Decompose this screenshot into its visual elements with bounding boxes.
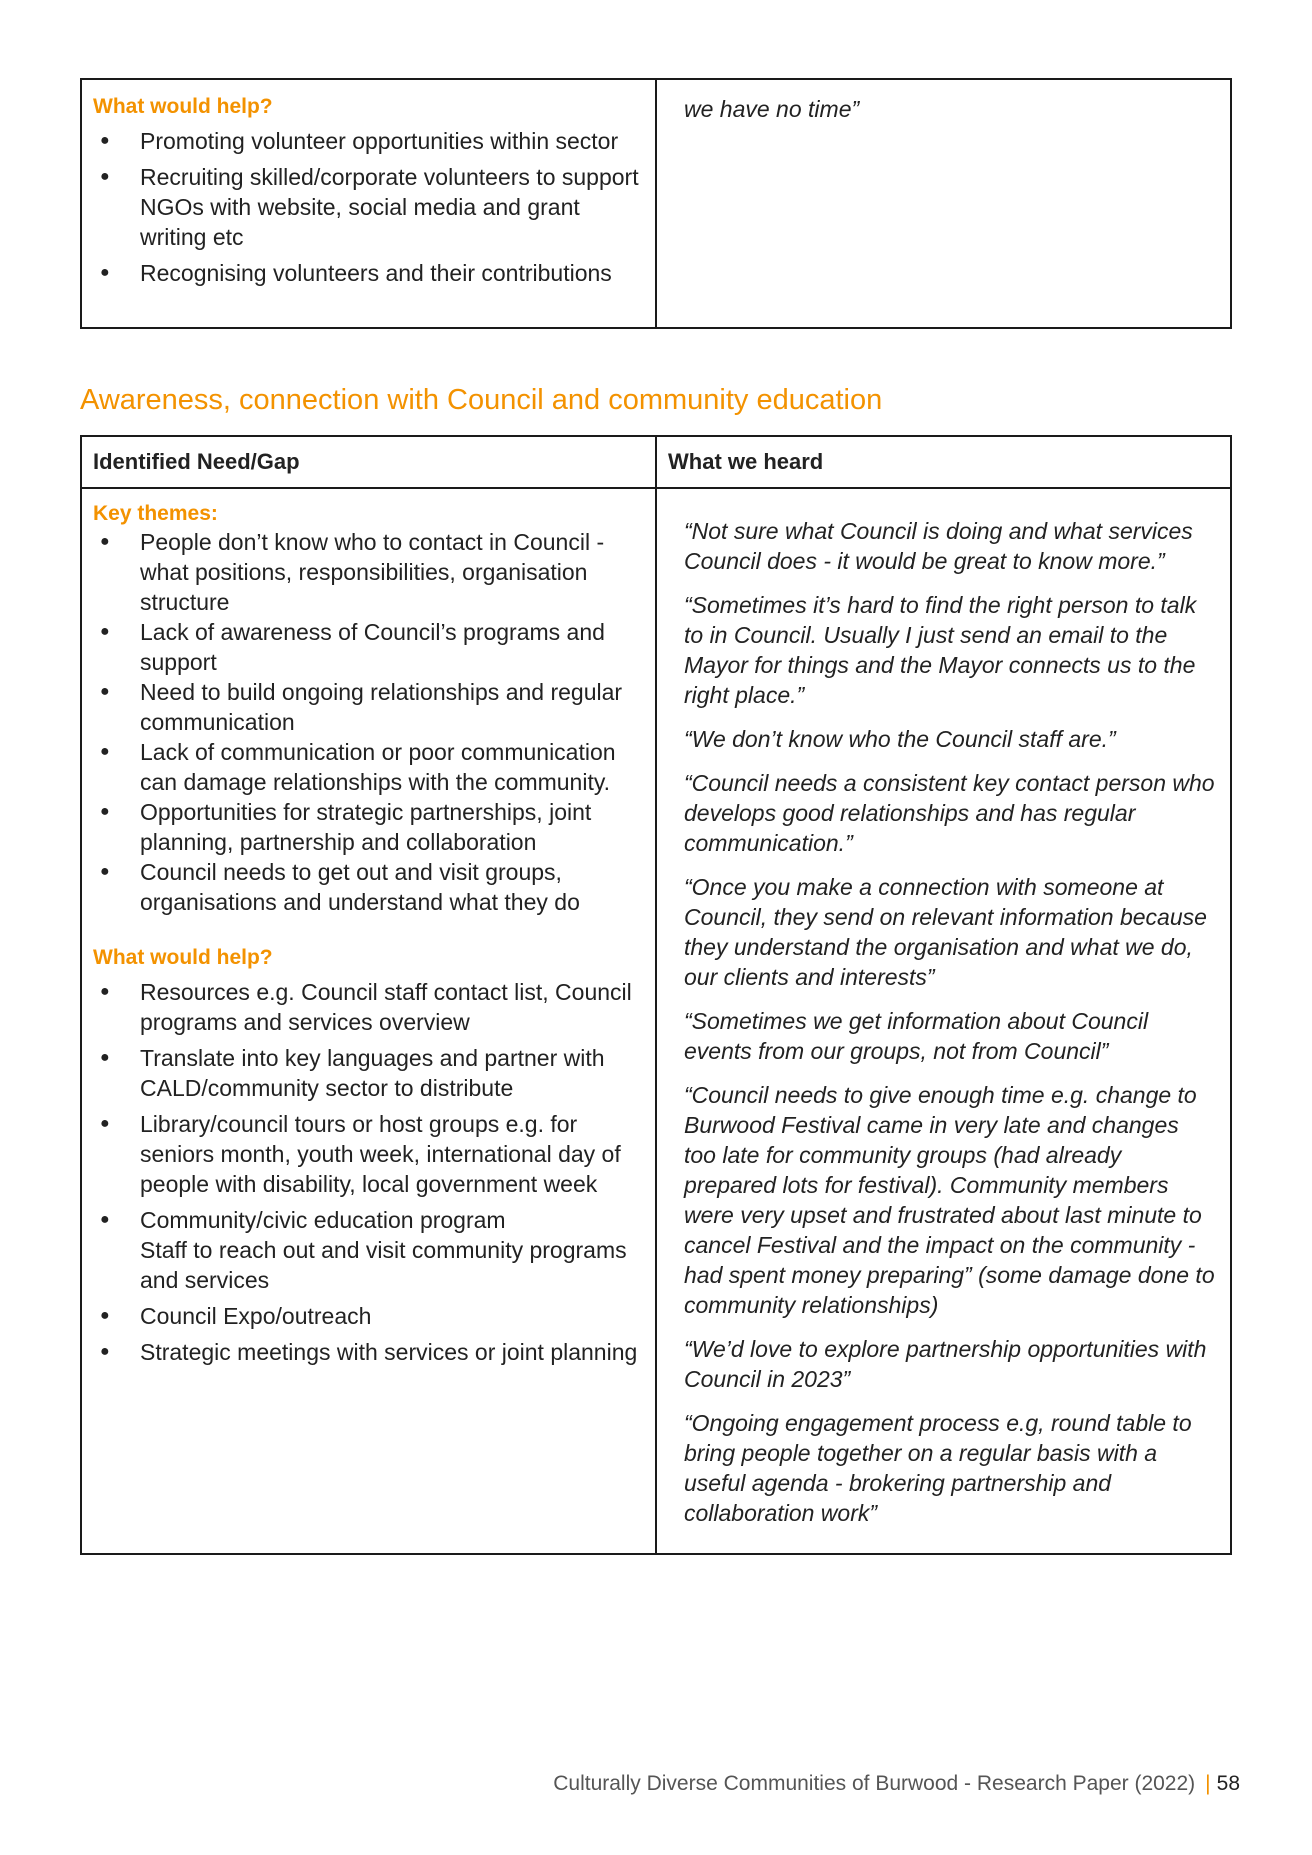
- list-item: ● Lack of awareness of Council’s programs and support: [93, 617, 643, 677]
- footer-title: Culturally Diverse Communities of Burwood - Research Paper (2022): [553, 1772, 1196, 1795]
- quote: “We’d love to explore partnership opportunities with Council in 2023”: [684, 1336, 1207, 1392]
- quote: “Ongoing engagement process e.g, round table to bring people together on a regular basis with a useful agenda - brokering partnership and collaboration work”: [684, 1410, 1192, 1526]
- list-item: ● Translate into key languages and partner with CALD/community sector to distribute: [93, 1043, 643, 1103]
- help-list: [93, 977, 643, 1367]
- quote: “Council needs a consistent key contact person who develops good relationships and has regular communication.”: [684, 770, 1215, 856]
- quote: we have no time”: [684, 96, 860, 122]
- list-item: ● Opportunities for strategic partnerships, joint planning, partnership and collaboration: [93, 797, 643, 857]
- quote: “Council needs to give enough time e.g. change to Burwood Festival came in very late and changes too late for community groups (had already prepared lots for festival). Community members were very upset and frustrated about last minute to cancel Festival and the impact on the community - had spent money preparing” (some damage done to community relationships): [684, 1082, 1215, 1318]
- column-header-heard: What we heard: [657, 437, 1230, 489]
- list-item: ● People don’t know who to contact in Council - what positions, responsibilities, organisation structure: [93, 527, 643, 617]
- list-item: ● Recruiting skilled/corporate volunteers to support NGOs with website, social media and grant writing etc: [93, 162, 643, 252]
- list-item: ● Resources e.g. Council staff contact list, Council programs and services overview: [93, 977, 643, 1037]
- section-heading: Awareness, connection with Council and community education: [80, 384, 883, 416]
- column-header-need: Identified Need/Gap: [82, 437, 657, 489]
- list-item: ● Council needs to get out and visit groups, organisations and understand what they do: [93, 857, 643, 917]
- quote: “Not sure what Council is doing and what services Council does - it would be great to know more.”: [684, 518, 1193, 574]
- what-would-help-label: What would help?: [93, 95, 273, 118]
- list-item: ● Community/civic education program Staff to reach out and visit community programs and services: [93, 1205, 643, 1295]
- quote: “Once you make a connection with someone at Council, they send on relevant information because they understand the organisation and what we do, our clients and interests”: [684, 874, 1207, 990]
- needs-table: [80, 435, 1232, 1555]
- quote: “Sometimes we get information about Council events from our groups, not from Council”: [684, 1008, 1149, 1064]
- continued-need-cell: [82, 80, 657, 327]
- list-item: ● Strategic meetings with services or joint planning: [93, 1337, 643, 1367]
- what-would-help-label: What would help?: [93, 946, 273, 969]
- key-themes-label: Key themes:: [93, 502, 218, 525]
- page-number: 58: [1216, 1772, 1240, 1795]
- quote: “Sometimes it’s hard to find the right person to talk to in Council. Usually I just send an email to the Mayor for things and the Mayor connects us to the right place.”: [684, 592, 1197, 708]
- page-footer: [553, 1770, 1240, 1798]
- list-item: ● Library/council tours or host groups e.g. for seniors month, youth week, international day of people with disability, local government week: [93, 1109, 643, 1199]
- list-item: ● Council Expo/outreach: [93, 1301, 643, 1331]
- list-item: ● Lack of communication or poor communication can damage relationships with the community.: [93, 737, 643, 797]
- footer-separator: |: [1205, 1772, 1211, 1795]
- quote: “We don’t know who the Council staff are.”: [684, 726, 1116, 752]
- key-themes-list: [93, 527, 643, 917]
- list-item: ● Promoting volunteer opportunities within sector: [93, 126, 643, 156]
- needs-cell: [82, 489, 657, 1553]
- list-item: ● Recognising volunteers and their contributions: [93, 258, 643, 288]
- what-would-help-block: [93, 945, 643, 1367]
- help-list: [93, 126, 643, 288]
- continued-quote-cell: [657, 80, 1230, 327]
- quotes-cell: [657, 489, 1230, 1553]
- list-item: ● Need to build ongoing relationships and regular communication: [93, 677, 643, 737]
- continued-table: [80, 78, 1232, 329]
- key-themes-block: [93, 501, 643, 917]
